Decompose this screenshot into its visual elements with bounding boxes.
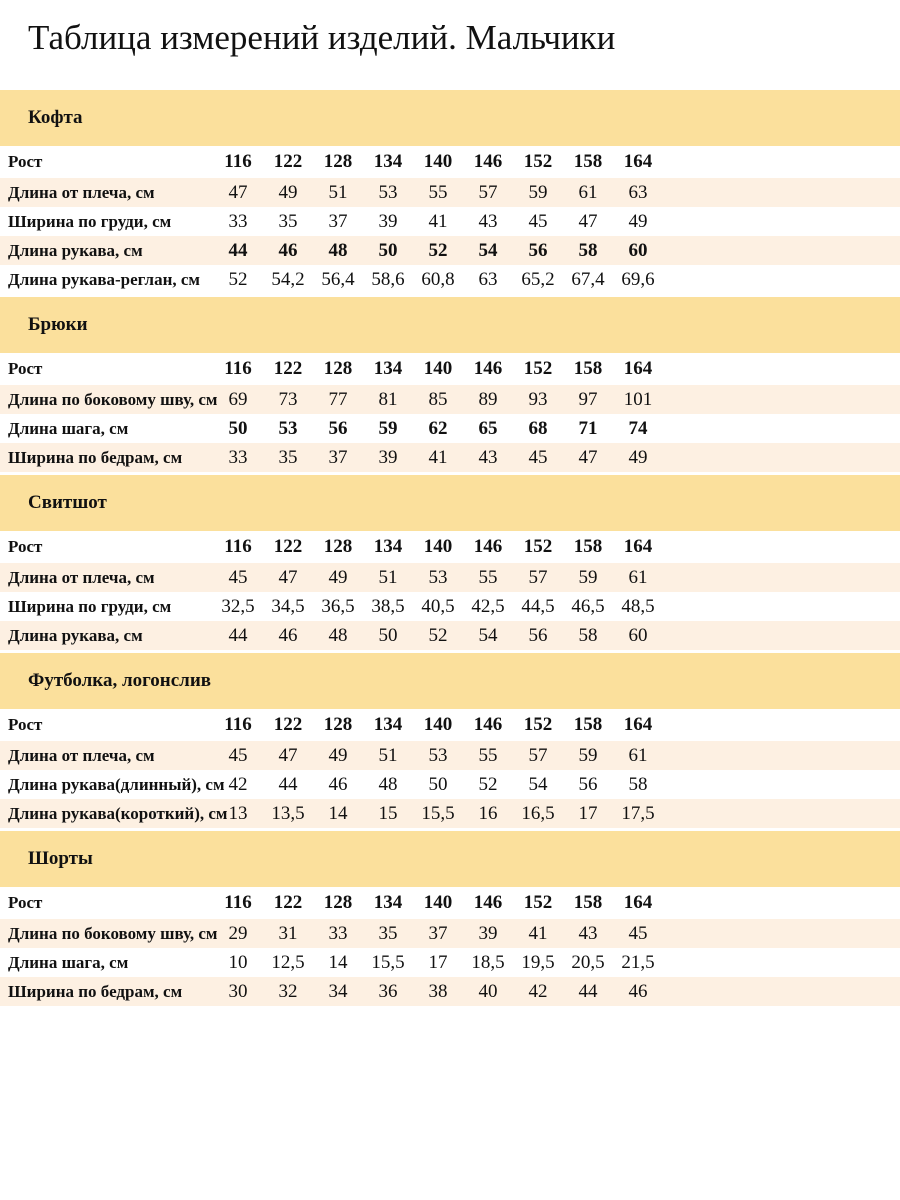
cell-value: 58 bbox=[628, 773, 648, 795]
height-row-label: Рост bbox=[8, 152, 43, 171]
cell-value: 59 bbox=[578, 566, 598, 588]
height-row bbox=[0, 531, 900, 563]
cell-value: 16,5 bbox=[521, 802, 555, 824]
cell-value: 43 bbox=[478, 210, 498, 232]
row-label: Длина по боковому шву, см bbox=[8, 923, 218, 943]
cell-value: 65 bbox=[478, 417, 498, 439]
cell-value: 15,5 bbox=[421, 802, 455, 824]
page-title: Таблица измерений изделий. Мальчики bbox=[28, 18, 616, 57]
cell-value: 56 bbox=[578, 773, 598, 795]
row-label: Длина рукава(короткий), см bbox=[8, 803, 228, 823]
cell-value: 44,5 bbox=[521, 595, 555, 617]
cell-value: 45 bbox=[228, 566, 248, 588]
cell-value: 14 bbox=[328, 951, 348, 973]
cell-value: 40 bbox=[478, 980, 498, 1002]
height-row bbox=[0, 709, 900, 741]
cell-value: 41 bbox=[528, 922, 548, 944]
height-value: 128 bbox=[323, 151, 353, 172]
height-value: 116 bbox=[224, 536, 252, 557]
height-value: 152 bbox=[523, 358, 553, 379]
row-label: Длина рукава, см bbox=[8, 625, 143, 645]
cell-value: 101 bbox=[623, 388, 653, 410]
cell-value: 49 bbox=[328, 566, 348, 588]
cell-value: 40,5 bbox=[421, 595, 455, 617]
height-value: 164 bbox=[623, 892, 653, 913]
cell-value: 55 bbox=[428, 181, 448, 203]
cell-value: 46 bbox=[328, 773, 348, 795]
height-value: 152 bbox=[523, 151, 553, 172]
cell-value: 43 bbox=[578, 922, 598, 944]
cell-value: 36 bbox=[378, 980, 398, 1002]
size-table bbox=[0, 146, 900, 294]
cell-value: 32 bbox=[278, 980, 298, 1002]
cell-value: 56 bbox=[328, 417, 348, 439]
cell-value: 10 bbox=[228, 951, 248, 973]
cell-value: 50 bbox=[378, 624, 398, 646]
cell-value: 31 bbox=[278, 922, 298, 944]
cell-value: 60 bbox=[628, 239, 648, 261]
cell-value: 52 bbox=[228, 268, 248, 290]
height-value: 122 bbox=[273, 151, 303, 172]
cell-value: 54 bbox=[478, 624, 498, 646]
cell-value: 56 bbox=[528, 624, 548, 646]
height-row-label: Рост bbox=[8, 893, 43, 912]
cell-value: 34,5 bbox=[271, 595, 305, 617]
product-section bbox=[0, 297, 900, 472]
size-table bbox=[0, 887, 900, 1006]
height-value: 116 bbox=[224, 714, 252, 735]
height-value: 140 bbox=[423, 714, 453, 735]
cell-value: 18,5 bbox=[471, 951, 505, 973]
cell-value: 59 bbox=[578, 744, 598, 766]
height-value: 134 bbox=[373, 536, 403, 557]
height-value: 146 bbox=[473, 151, 503, 172]
cell-value: 54 bbox=[528, 773, 548, 795]
cell-value: 61 bbox=[628, 744, 648, 766]
cell-value: 47 bbox=[228, 181, 248, 203]
height-value: 116 bbox=[224, 892, 252, 913]
height-value: 158 bbox=[573, 536, 603, 557]
cell-value: 41 bbox=[428, 210, 448, 232]
height-row-label: Рост bbox=[8, 359, 43, 378]
sections-container bbox=[0, 90, 900, 1006]
cell-value: 48,5 bbox=[621, 595, 655, 617]
cell-value: 20,5 bbox=[571, 951, 605, 973]
cell-value: 44 bbox=[578, 980, 598, 1002]
cell-value: 54,2 bbox=[271, 268, 305, 290]
height-value: 152 bbox=[523, 536, 553, 557]
cell-value: 37 bbox=[428, 922, 448, 944]
cell-value: 62 bbox=[428, 417, 448, 439]
cell-value: 48 bbox=[378, 773, 398, 795]
cell-value: 45 bbox=[528, 446, 548, 468]
cell-value: 60 bbox=[628, 624, 648, 646]
cell-value: 17 bbox=[428, 951, 448, 973]
row-label: Ширина по бедрам, см bbox=[8, 981, 183, 1001]
measurement-row bbox=[0, 178, 900, 207]
height-value: 164 bbox=[623, 714, 653, 735]
cell-value: 35 bbox=[378, 922, 398, 944]
cell-value: 44 bbox=[228, 239, 248, 261]
measurement-row bbox=[0, 621, 900, 650]
cell-value: 21,5 bbox=[621, 951, 655, 973]
row-label: Длина рукава-реглан, см bbox=[8, 269, 200, 289]
cell-value: 85 bbox=[428, 388, 448, 410]
cell-value: 49 bbox=[278, 181, 298, 203]
section-title: Футболка, логонслив bbox=[28, 670, 212, 691]
cell-value: 48 bbox=[328, 624, 348, 646]
cell-value: 45 bbox=[628, 922, 648, 944]
cell-value: 12,5 bbox=[271, 951, 305, 973]
cell-value: 45 bbox=[228, 744, 248, 766]
cell-value: 58 bbox=[578, 624, 598, 646]
product-section bbox=[0, 475, 900, 650]
measurement-row bbox=[0, 414, 900, 443]
section-title: Свитшот bbox=[28, 492, 107, 513]
height-value: 122 bbox=[273, 358, 303, 379]
cell-value: 45 bbox=[528, 210, 548, 232]
cell-value: 68 bbox=[528, 417, 548, 439]
row-label: Длина по боковому шву, см bbox=[8, 389, 218, 409]
height-value: 116 bbox=[224, 151, 252, 172]
cell-value: 16 bbox=[478, 802, 498, 824]
cell-value: 19,5 bbox=[521, 951, 555, 973]
measurement-row bbox=[0, 265, 900, 294]
size-table bbox=[0, 709, 900, 828]
cell-value: 53 bbox=[428, 566, 448, 588]
height-value: 134 bbox=[373, 892, 403, 913]
measurement-row bbox=[0, 741, 900, 770]
cell-value: 57 bbox=[528, 744, 548, 766]
size-table bbox=[0, 353, 900, 472]
height-value: 146 bbox=[473, 714, 503, 735]
cell-value: 77 bbox=[328, 388, 348, 410]
cell-value: 69 bbox=[228, 388, 248, 410]
cell-value: 69,6 bbox=[621, 268, 655, 290]
product-section bbox=[0, 90, 900, 294]
cell-value: 15,5 bbox=[371, 951, 405, 973]
cell-value: 55 bbox=[478, 744, 498, 766]
height-value: 146 bbox=[473, 358, 503, 379]
cell-value: 63 bbox=[478, 268, 498, 290]
cell-value: 52 bbox=[428, 624, 448, 646]
row-label: Длина рукава, см bbox=[8, 240, 143, 260]
cell-value: 71 bbox=[578, 417, 598, 439]
cell-value: 38,5 bbox=[371, 595, 405, 617]
cell-value: 60,8 bbox=[421, 268, 455, 290]
row-label: Ширина по бедрам, см bbox=[8, 447, 183, 467]
cell-value: 53 bbox=[278, 417, 298, 439]
cell-value: 13,5 bbox=[271, 802, 305, 824]
measurement-row bbox=[0, 919, 900, 948]
cell-value: 97 bbox=[578, 388, 598, 410]
measurement-row bbox=[0, 236, 900, 265]
cell-value: 61 bbox=[628, 566, 648, 588]
cell-value: 32,5 bbox=[221, 595, 255, 617]
height-value: 128 bbox=[323, 892, 353, 913]
height-value: 134 bbox=[373, 714, 403, 735]
cell-value: 33 bbox=[228, 446, 248, 468]
height-value: 128 bbox=[323, 536, 353, 557]
height-value: 122 bbox=[273, 892, 303, 913]
row-label: Ширина по груди, см bbox=[8, 211, 172, 231]
row-label: Длина рукава(длинный), см bbox=[8, 774, 225, 794]
cell-value: 58,6 bbox=[371, 268, 405, 290]
height-value: 140 bbox=[423, 151, 453, 172]
section-title: Брюки bbox=[28, 314, 88, 335]
cell-value: 56,4 bbox=[321, 268, 355, 290]
cell-value: 52 bbox=[428, 239, 448, 261]
cell-value: 63 bbox=[628, 181, 648, 203]
cell-value: 55 bbox=[478, 566, 498, 588]
height-row-label: Рост bbox=[8, 715, 43, 734]
height-value: 134 bbox=[373, 358, 403, 379]
height-value: 146 bbox=[473, 892, 503, 913]
height-value: 164 bbox=[623, 536, 653, 557]
cell-value: 13 bbox=[228, 802, 248, 824]
section-title: Кофта bbox=[28, 107, 83, 128]
cell-value: 34 bbox=[328, 980, 348, 1002]
cell-value: 48 bbox=[328, 239, 348, 261]
cell-value: 49 bbox=[628, 446, 648, 468]
cell-value: 47 bbox=[578, 446, 598, 468]
cell-value: 35 bbox=[278, 446, 298, 468]
product-section bbox=[0, 831, 900, 1006]
cell-value: 81 bbox=[378, 388, 398, 410]
cell-value: 37 bbox=[328, 446, 348, 468]
cell-value: 38 bbox=[428, 980, 448, 1002]
row-label: Длина шага, см bbox=[8, 418, 129, 438]
height-row bbox=[0, 353, 900, 385]
cell-value: 59 bbox=[528, 181, 548, 203]
cell-value: 44 bbox=[278, 773, 298, 795]
row-label: Длина от плеча, см bbox=[8, 567, 155, 587]
cell-value: 50 bbox=[228, 417, 248, 439]
height-value: 158 bbox=[573, 151, 603, 172]
cell-value: 42,5 bbox=[471, 595, 505, 617]
measurement-row bbox=[0, 443, 900, 472]
section-header bbox=[0, 297, 900, 353]
product-section bbox=[0, 653, 900, 828]
height-value: 122 bbox=[273, 536, 303, 557]
height-row bbox=[0, 887, 900, 919]
cell-value: 29 bbox=[228, 922, 248, 944]
cell-value: 56 bbox=[528, 239, 548, 261]
height-row bbox=[0, 146, 900, 178]
height-value: 158 bbox=[573, 892, 603, 913]
cell-value: 33 bbox=[228, 210, 248, 232]
cell-value: 73 bbox=[278, 388, 298, 410]
measurement-row bbox=[0, 770, 900, 799]
cell-value: 53 bbox=[378, 181, 398, 203]
height-value: 116 bbox=[224, 358, 252, 379]
height-value: 152 bbox=[523, 714, 553, 735]
cell-value: 58 bbox=[578, 239, 598, 261]
section-title: Шорты bbox=[28, 848, 93, 869]
row-label: Длина шага, см bbox=[8, 952, 129, 972]
height-value: 122 bbox=[273, 714, 303, 735]
height-value: 164 bbox=[623, 151, 653, 172]
cell-value: 14 bbox=[328, 802, 348, 824]
cell-value: 51 bbox=[328, 181, 348, 203]
cell-value: 39 bbox=[478, 922, 498, 944]
section-header bbox=[0, 831, 900, 887]
cell-value: 54 bbox=[478, 239, 498, 261]
cell-value: 47 bbox=[278, 566, 298, 588]
height-value: 152 bbox=[523, 892, 553, 913]
cell-value: 46 bbox=[278, 239, 298, 261]
cell-value: 50 bbox=[378, 239, 398, 261]
cell-value: 52 bbox=[478, 773, 498, 795]
cell-value: 50 bbox=[428, 773, 448, 795]
cell-value: 46 bbox=[628, 980, 648, 1002]
cell-value: 49 bbox=[628, 210, 648, 232]
cell-value: 42 bbox=[528, 980, 548, 1002]
cell-value: 57 bbox=[478, 181, 498, 203]
height-value: 134 bbox=[373, 151, 403, 172]
cell-value: 47 bbox=[578, 210, 598, 232]
cell-value: 42 bbox=[228, 773, 248, 795]
measurement-row bbox=[0, 592, 900, 621]
cell-value: 30 bbox=[228, 980, 248, 1002]
cell-value: 74 bbox=[628, 417, 648, 439]
section-header bbox=[0, 653, 900, 709]
section-header bbox=[0, 475, 900, 531]
height-value: 158 bbox=[573, 358, 603, 379]
cell-value: 44 bbox=[228, 624, 248, 646]
measurement-row bbox=[0, 977, 900, 1006]
cell-value: 67,4 bbox=[571, 268, 605, 290]
cell-value: 39 bbox=[378, 210, 398, 232]
size-table bbox=[0, 531, 900, 650]
measurement-row bbox=[0, 799, 900, 828]
cell-value: 15 bbox=[378, 802, 398, 824]
height-value: 164 bbox=[623, 358, 653, 379]
measurement-row bbox=[0, 563, 900, 592]
cell-value: 65,2 bbox=[521, 268, 555, 290]
measurement-row bbox=[0, 207, 900, 236]
row-label: Длина от плеча, см bbox=[8, 745, 155, 765]
cell-value: 61 bbox=[578, 181, 598, 203]
height-value: 128 bbox=[323, 358, 353, 379]
cell-value: 36,5 bbox=[321, 595, 355, 617]
cell-value: 89 bbox=[478, 388, 498, 410]
cell-value: 47 bbox=[278, 744, 298, 766]
cell-value: 41 bbox=[428, 446, 448, 468]
cell-value: 37 bbox=[328, 210, 348, 232]
cell-value: 43 bbox=[478, 446, 498, 468]
cell-value: 59 bbox=[378, 417, 398, 439]
height-value: 128 bbox=[323, 714, 353, 735]
height-value: 140 bbox=[423, 358, 453, 379]
cell-value: 57 bbox=[528, 566, 548, 588]
cell-value: 17,5 bbox=[621, 802, 655, 824]
cell-value: 39 bbox=[378, 446, 398, 468]
height-value: 140 bbox=[423, 892, 453, 913]
cell-value: 51 bbox=[378, 566, 398, 588]
height-value: 146 bbox=[473, 536, 503, 557]
cell-value: 93 bbox=[528, 388, 548, 410]
cell-value: 49 bbox=[328, 744, 348, 766]
cell-value: 46,5 bbox=[571, 595, 605, 617]
measurement-row bbox=[0, 948, 900, 977]
cell-value: 35 bbox=[278, 210, 298, 232]
row-label: Ширина по груди, см bbox=[8, 596, 172, 616]
cell-value: 46 bbox=[278, 624, 298, 646]
row-label: Длина от плеча, см bbox=[8, 182, 155, 202]
height-row-label: Рост bbox=[8, 537, 43, 556]
cell-value: 53 bbox=[428, 744, 448, 766]
height-value: 158 bbox=[573, 714, 603, 735]
measurement-row bbox=[0, 385, 900, 414]
height-value: 140 bbox=[423, 536, 453, 557]
cell-value: 51 bbox=[378, 744, 398, 766]
cell-value: 33 bbox=[328, 922, 348, 944]
cell-value: 17 bbox=[578, 802, 598, 824]
section-header bbox=[0, 90, 900, 146]
